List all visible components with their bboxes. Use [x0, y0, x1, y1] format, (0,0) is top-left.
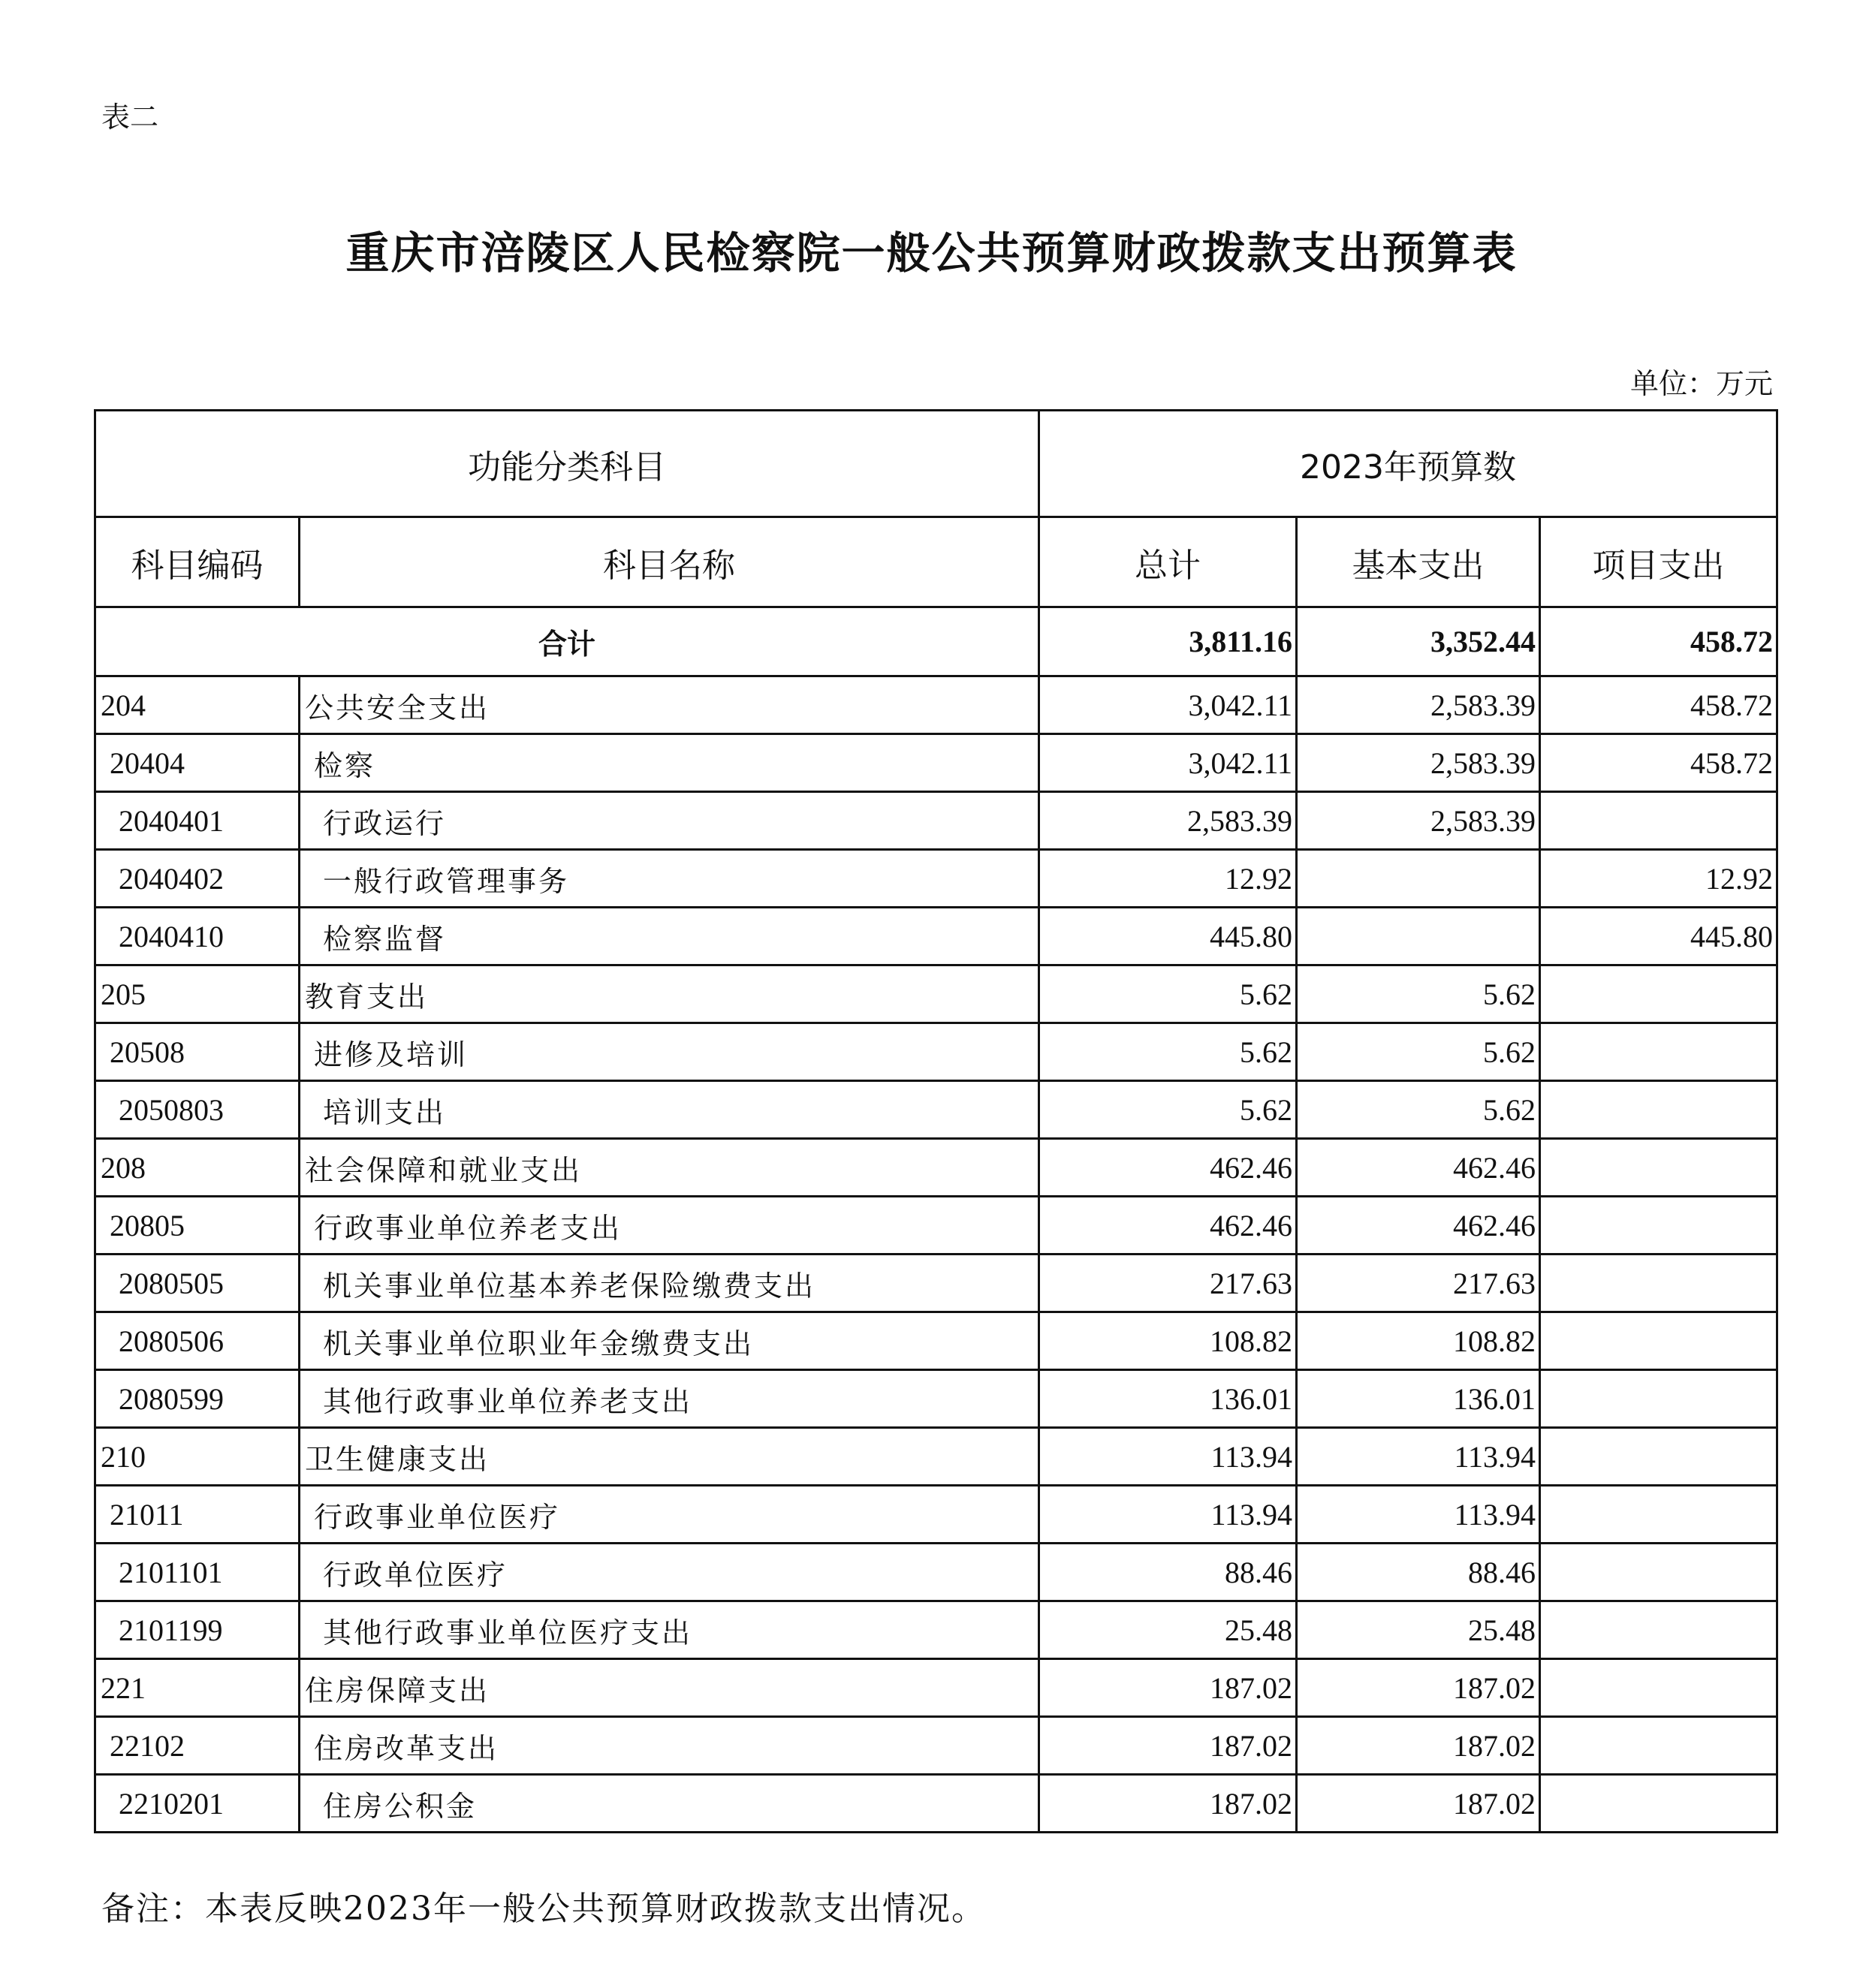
cell-code: 204: [95, 676, 300, 734]
table-row: [95, 1312, 1777, 1370]
cell-total: 445.80: [1039, 908, 1297, 965]
cell-name: 检察监督: [300, 908, 1039, 965]
cell-basic: 187.02: [1297, 1775, 1540, 1833]
cell-project: [1540, 1139, 1777, 1197]
total-row: [95, 607, 1777, 676]
cell-basic: 2,583.39: [1297, 676, 1540, 734]
cell-basic: 5.62: [1297, 1081, 1540, 1139]
cell-total: 113.94: [1039, 1428, 1297, 1486]
cell-name: 行政事业单位养老支出: [300, 1197, 1039, 1255]
cell-name: 教育支出: [300, 965, 1039, 1023]
total-basic: 3,352.44: [1297, 607, 1540, 676]
cell-project: [1540, 1717, 1777, 1775]
cell-name: 住房公积金: [300, 1775, 1039, 1833]
cell-name: 其他行政事业单位养老支出: [300, 1370, 1039, 1428]
cell-total: 2,583.39: [1039, 792, 1297, 850]
header-name: 科目名称: [300, 517, 1039, 607]
cell-project: 12.92: [1540, 850, 1777, 908]
table-row: [95, 1139, 1777, 1197]
table-row: [95, 1428, 1777, 1486]
cell-code: 2080505: [95, 1255, 300, 1312]
cell-code: 22102: [95, 1717, 300, 1775]
table-row: [95, 676, 1777, 734]
cell-name: 社会保障和就业支出: [300, 1139, 1039, 1197]
cell-total: 12.92: [1039, 850, 1297, 908]
table-row: [95, 1601, 1777, 1659]
unit-label: 单位：万元: [1629, 367, 1773, 400]
table-row: [95, 908, 1777, 965]
cell-basic: [1297, 850, 1540, 908]
cell-name: 其他行政事业单位医疗支出: [300, 1601, 1039, 1659]
cell-total: 25.48: [1039, 1601, 1297, 1659]
table-number-label: 表二: [101, 101, 159, 134]
cell-code: 21011: [95, 1486, 300, 1544]
header-code: 科目编码: [95, 517, 300, 607]
cell-total: 3,042.11: [1039, 676, 1297, 734]
budget-table: [94, 409, 1778, 1833]
cell-code: 2040410: [95, 908, 300, 965]
cell-basic: 88.46: [1297, 1544, 1540, 1601]
table-row: [95, 734, 1777, 792]
cell-total: 187.02: [1039, 1659, 1297, 1717]
cell-code: 2210201: [95, 1775, 300, 1833]
cell-project: [1540, 1428, 1777, 1486]
table-row: [95, 965, 1777, 1023]
cell-basic: 217.63: [1297, 1255, 1540, 1312]
table-row: [95, 1659, 1777, 1717]
cell-project: [1540, 1486, 1777, 1544]
cell-basic: 5.62: [1297, 1023, 1540, 1081]
cell-project: [1540, 1659, 1777, 1717]
cell-total: 108.82: [1039, 1312, 1297, 1370]
total-label: 合计: [95, 607, 1039, 676]
cell-basic: 5.62: [1297, 965, 1540, 1023]
cell-name: 行政运行: [300, 792, 1039, 850]
cell-name: 培训支出: [300, 1081, 1039, 1139]
cell-basic: 136.01: [1297, 1370, 1540, 1428]
cell-total: 113.94: [1039, 1486, 1297, 1544]
cell-name: 行政单位医疗: [300, 1544, 1039, 1601]
cell-code: 2040401: [95, 792, 300, 850]
cell-project: [1540, 792, 1777, 850]
cell-project: 458.72: [1540, 734, 1777, 792]
cell-total: 88.46: [1039, 1544, 1297, 1601]
cell-name: 住房保障支出: [300, 1659, 1039, 1717]
cell-code: 2080506: [95, 1312, 300, 1370]
cell-name: 检察: [300, 734, 1039, 792]
cell-total: 187.02: [1039, 1717, 1297, 1775]
cell-code: 205: [95, 965, 300, 1023]
cell-basic: 2,583.39: [1297, 792, 1540, 850]
cell-code: 20404: [95, 734, 300, 792]
cell-basic: 25.48: [1297, 1601, 1540, 1659]
cell-total: 217.63: [1039, 1255, 1297, 1312]
cell-project: [1540, 1312, 1777, 1370]
cell-project: [1540, 1023, 1777, 1081]
footnote: 备注：本表反映2023年一般公共预算财政拨款支出情况。: [101, 1890, 986, 1928]
cell-name: 机关事业单位基本养老保险缴费支出: [300, 1255, 1039, 1312]
cell-name: 进修及培训: [300, 1023, 1039, 1081]
table-row: [95, 1370, 1777, 1428]
cell-code: 20805: [95, 1197, 300, 1255]
cell-project: [1540, 1197, 1777, 1255]
cell-project: [1540, 965, 1777, 1023]
cell-code: 2040402: [95, 850, 300, 908]
cell-code: 208: [95, 1139, 300, 1197]
cell-code: 20508: [95, 1023, 300, 1081]
table-row: [95, 1775, 1777, 1833]
cell-name: 机关事业单位职业年金缴费支出: [300, 1312, 1039, 1370]
cell-total: 3,042.11: [1039, 734, 1297, 792]
table-row: [95, 1486, 1777, 1544]
cell-code: 2050803: [95, 1081, 300, 1139]
cell-code: 210: [95, 1428, 300, 1486]
table-row: [95, 792, 1777, 850]
cell-name: 一般行政管理事务: [300, 850, 1039, 908]
header-function-category: 功能分类科目: [95, 411, 1039, 517]
cell-project: [1540, 1775, 1777, 1833]
cell-total: 136.01: [1039, 1370, 1297, 1428]
cell-basic: [1297, 908, 1540, 965]
cell-total: 5.62: [1039, 965, 1297, 1023]
table-row: [95, 1081, 1777, 1139]
cell-code: 2101199: [95, 1601, 300, 1659]
page-title: 重庆市涪陵区人民检察院一般公共预算财政拨款支出预算表: [345, 227, 1518, 279]
cell-basic: 2,583.39: [1297, 734, 1540, 792]
cell-basic: 108.82: [1297, 1312, 1540, 1370]
cell-total: 462.46: [1039, 1197, 1297, 1255]
cell-project: [1540, 1255, 1777, 1312]
header-budget-year: 2023年预算数: [1039, 411, 1777, 517]
cell-code: 2101101: [95, 1544, 300, 1601]
cell-project: [1540, 1370, 1777, 1428]
header-project: 项目支出: [1540, 517, 1777, 607]
cell-name: 行政事业单位医疗: [300, 1486, 1039, 1544]
table-row: [95, 1717, 1777, 1775]
cell-total: 5.62: [1039, 1023, 1297, 1081]
total-project: 458.72: [1540, 607, 1777, 676]
cell-basic: 113.94: [1297, 1428, 1540, 1486]
cell-code: 2080599: [95, 1370, 300, 1428]
table-row: [95, 1023, 1777, 1081]
cell-basic: 462.46: [1297, 1139, 1540, 1197]
cell-basic: 462.46: [1297, 1197, 1540, 1255]
cell-total: 5.62: [1039, 1081, 1297, 1139]
cell-basic: 113.94: [1297, 1486, 1540, 1544]
cell-name: 公共安全支出: [300, 676, 1039, 734]
cell-project: [1540, 1544, 1777, 1601]
cell-basic: 187.02: [1297, 1659, 1540, 1717]
cell-project: [1540, 1081, 1777, 1139]
cell-code: 221: [95, 1659, 300, 1717]
cell-total: 462.46: [1039, 1139, 1297, 1197]
cell-project: 445.80: [1540, 908, 1777, 965]
total-sum: 3,811.16: [1039, 607, 1297, 676]
header-total: 总计: [1039, 517, 1297, 607]
cell-project: 458.72: [1540, 676, 1777, 734]
cell-project: [1540, 1601, 1777, 1659]
cell-name: 卫生健康支出: [300, 1428, 1039, 1486]
table-row: [95, 1197, 1777, 1255]
table-row: [95, 1544, 1777, 1601]
table-row: [95, 850, 1777, 908]
header-basic: 基本支出: [1297, 517, 1540, 607]
cell-basic: 187.02: [1297, 1717, 1540, 1775]
table-row: [95, 1255, 1777, 1312]
cell-name: 住房改革支出: [300, 1717, 1039, 1775]
cell-total: 187.02: [1039, 1775, 1297, 1833]
